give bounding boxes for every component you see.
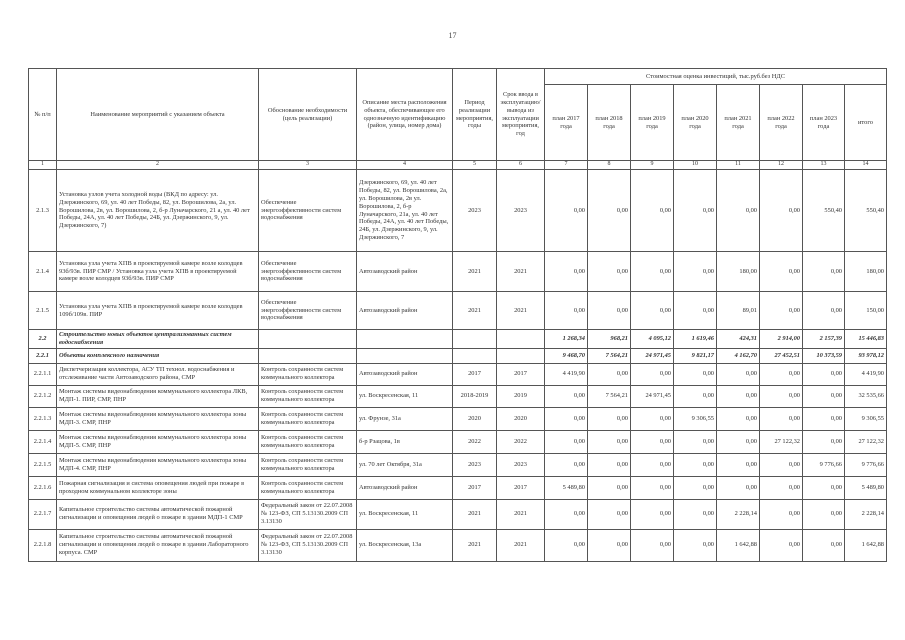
table-row	[29, 363, 887, 385]
row-name: Капитальное строительство системы автоматической пожарной сигнализации и оповещения людей о пожаре в здании МДП-1 СМР	[57, 499, 259, 529]
column-number: 2	[57, 161, 259, 170]
row-value: 0,00	[545, 430, 588, 453]
column-number: 1	[29, 161, 57, 170]
row-period: 2021	[453, 529, 497, 561]
row-period: 2023	[453, 170, 497, 252]
row-value: 24 971,45	[631, 348, 674, 363]
row-name: Установка узла учета ХПВ в проектируемой камере возле колодцев 93б/93в. ПИР СМР / Установка узла учета ХПВ в проектируемой камере возле колодцев 93б/93в. ПИР СМР	[57, 252, 259, 292]
row-value: 0,00	[674, 363, 717, 385]
row-value: 0,00	[545, 407, 588, 430]
row-value: 4 419,90	[845, 363, 887, 385]
row-period: 2021	[453, 292, 497, 330]
header-cost-group: Стоимостная оценка инвестиций, тыс.руб.без НДС	[545, 69, 887, 85]
row-value: 0,00	[674, 529, 717, 561]
row-justification: Обеспечение энергоэффективности систем водоснабжения	[259, 170, 357, 252]
row-name: Пожарная сигнализация и система оповещения людей при пожаре в проходном коммунальном коллекторе зоны	[57, 476, 259, 499]
row-value: 5 489,80	[845, 476, 887, 499]
row-value: 0,00	[717, 430, 760, 453]
row-justification: Федеральный закон от 22.07.2008 № 123-ФЗ, СП 5.13130.2009 СП 3.13130	[259, 499, 357, 529]
row-justification: Обеспечение энергоэффективности систем водоснабжения	[259, 292, 357, 330]
row-value: 9 776,66	[845, 453, 887, 476]
row-value: 4 095,12	[631, 330, 674, 349]
table-row	[29, 453, 887, 476]
table-row	[29, 385, 887, 407]
row-value: 27 122,32	[845, 430, 887, 453]
row-number: 2.1.3	[29, 170, 57, 252]
row-justification	[259, 348, 357, 363]
row-value: 0,00	[545, 499, 588, 529]
row-value: 10 373,59	[803, 348, 845, 363]
row-value: 424,31	[717, 330, 760, 349]
row-commission: 2023	[497, 453, 545, 476]
row-value: 180,00	[845, 252, 887, 292]
row-name: Установка узлов учета холодной воды (ВКД по адресу: ул. Дзержинского, 69, ул. 40 лет Победы, 82, ул. Ворошилова, 2а, ул. Ворошилова, 2в, ул. Ворошилова, 2, б-р Луначарского, 21 а, ул. 40 лет Победы, 24А, ул. 40 лет Победы, 24Б, ул. Дзержинского, 9, ул. Дзержинского, 7)	[57, 170, 259, 252]
row-value: 0,00	[588, 453, 631, 476]
row-value: 0,00	[588, 407, 631, 430]
row-value: 0,00	[588, 430, 631, 453]
row-commission: 2021	[497, 292, 545, 330]
header-name: Наименование мероприятий с указанием объекта	[57, 69, 259, 161]
header-year: план 2017 года	[545, 85, 588, 161]
column-number: 14	[845, 161, 887, 170]
row-justification: Контроль сохранности систем коммунального коллектора	[259, 363, 357, 385]
row-value: 0,00	[717, 170, 760, 252]
row-value: 0,00	[674, 385, 717, 407]
header-num: № п/п	[29, 69, 57, 161]
row-value: 9 468,70	[545, 348, 588, 363]
row-justification: Контроль сохранности систем коммунального коллектора	[259, 453, 357, 476]
row-period	[453, 348, 497, 363]
row-value: 0,00	[545, 529, 588, 561]
row-commission: 2021	[497, 529, 545, 561]
row-commission: 2021	[497, 499, 545, 529]
row-value: 0,00	[760, 453, 803, 476]
row-commission: 2019	[497, 385, 545, 407]
row-value: 0,00	[631, 453, 674, 476]
row-value: 0,00	[674, 499, 717, 529]
row-location: ул. Воскресенская, 11	[357, 499, 453, 529]
row-value: 7 564,21	[588, 385, 631, 407]
row-value: 2 228,14	[717, 499, 760, 529]
investment-table	[28, 68, 887, 562]
row-justification: Контроль сохранности систем коммунального коллектора	[259, 476, 357, 499]
row-commission: 2017	[497, 363, 545, 385]
header-year: план 2019 года	[631, 85, 674, 161]
row-location	[357, 330, 453, 349]
row-value: 0,00	[760, 292, 803, 330]
row-value: 0,00	[588, 476, 631, 499]
column-number: 8	[588, 161, 631, 170]
row-location: ул. 70 лет Октября, 31а	[357, 453, 453, 476]
table-row	[29, 499, 887, 529]
row-number: 2.2.1.3	[29, 407, 57, 430]
row-value: 27 122,32	[760, 430, 803, 453]
row-location: Дзержинского, 69, ул. 40 лет Победы, 82, ул. Ворошилова, 2а, ул. Ворошилова, 2в ул. Ворошилова, 2, б-р Луначарского, 21а, ул. 40 лет Победы, 24А, ул. 40 лет Победы, 24Б, ул. Дзержинского, 9, ул. Дзержинского, 7	[357, 170, 453, 252]
row-value: 0,00	[588, 529, 631, 561]
row-value: 0,00	[760, 407, 803, 430]
table-row	[29, 292, 887, 330]
row-value: 0,00	[717, 453, 760, 476]
row-value: 9 821,17	[674, 348, 717, 363]
header-year: план 2018 года	[588, 85, 631, 161]
row-value: 0,00	[631, 529, 674, 561]
header-period: Период реализации мероприятия, годы	[453, 69, 497, 161]
row-number: 2.2	[29, 330, 57, 349]
column-number: 11	[717, 161, 760, 170]
row-number: 2.1.5	[29, 292, 57, 330]
row-location: Автозаводский район	[357, 476, 453, 499]
row-period: 2018-2019	[453, 385, 497, 407]
column-number: 5	[453, 161, 497, 170]
row-value: 9 776,66	[803, 453, 845, 476]
row-value: 0,00	[588, 499, 631, 529]
column-number: 6	[497, 161, 545, 170]
row-location: Автозаводский район	[357, 252, 453, 292]
row-value: 0,00	[803, 499, 845, 529]
row-value: 2 228,14	[845, 499, 887, 529]
row-commission	[497, 348, 545, 363]
header-year: план 2022 года	[760, 85, 803, 161]
row-justification: Федеральный закон от 22.07.2008 № 123-ФЗ, СП 5.13130.2009 СП 3.13130	[259, 529, 357, 561]
row-value: 0,00	[803, 292, 845, 330]
row-number: 2.2.1.1	[29, 363, 57, 385]
row-name: Установка узла учета ХПВ в проектируемой камере возле колодцев 109б/109в. ПИР	[57, 292, 259, 330]
row-period: 2017	[453, 476, 497, 499]
row-value: 0,00	[717, 385, 760, 407]
header-location: Описание места расположения объекта, обеспечивающее его однозначную идентификацию (район, улица, номер дома)	[357, 69, 453, 161]
row-value: 0,00	[717, 476, 760, 499]
row-number: 2.2.1.4	[29, 430, 57, 453]
row-value: 0,00	[760, 529, 803, 561]
row-value: 93 978,12	[845, 348, 887, 363]
row-number: 2.2.1	[29, 348, 57, 363]
row-commission: 2021	[497, 252, 545, 292]
row-value: 4 162,70	[717, 348, 760, 363]
row-period: 2022	[453, 430, 497, 453]
row-name: Капитальное строительство системы автоматической пожарной сигнализации и оповещения людей о пожаре в здании Лабораторного корпуса. СМР	[57, 529, 259, 561]
column-number: 4	[357, 161, 453, 170]
row-value: 0,00	[717, 363, 760, 385]
row-period	[453, 330, 497, 349]
row-value: 0,00	[803, 385, 845, 407]
header-year: план 2021 года	[717, 85, 760, 161]
row-value: 0,00	[631, 363, 674, 385]
row-period: 2021	[453, 499, 497, 529]
row-value: 0,00	[631, 252, 674, 292]
row-value: 0,00	[717, 407, 760, 430]
row-justification: Контроль сохранности систем коммунального коллектора	[259, 430, 357, 453]
row-value: 0,00	[588, 170, 631, 252]
row-justification	[259, 330, 357, 349]
row-value: 1 642,88	[845, 529, 887, 561]
row-value: 0,00	[631, 430, 674, 453]
row-value: 1 268,34	[545, 330, 588, 349]
row-value: 0,00	[631, 499, 674, 529]
column-number: 7	[545, 161, 588, 170]
row-name: Объекты комплексного назначения	[57, 348, 259, 363]
table-row	[29, 529, 887, 561]
page-number: 17	[448, 31, 457, 40]
table-row	[29, 170, 887, 252]
row-value: 0,00	[631, 476, 674, 499]
row-value: 27 452,51	[760, 348, 803, 363]
row-value: 0,00	[760, 170, 803, 252]
row-value: 9 306,55	[674, 407, 717, 430]
row-value: 9 306,55	[845, 407, 887, 430]
row-value: 0,00	[674, 476, 717, 499]
column-number: 12	[760, 161, 803, 170]
row-location: ул. Воскресенская, 13а	[357, 529, 453, 561]
row-value: 24 971,45	[631, 385, 674, 407]
row-justification: Контроль сохранности систем коммунального коллектора	[259, 385, 357, 407]
row-value: 0,00	[631, 170, 674, 252]
table-row	[29, 330, 887, 349]
table-row	[29, 252, 887, 292]
row-value: 0,00	[674, 252, 717, 292]
row-value: 0,00	[803, 363, 845, 385]
row-value: 32 535,66	[845, 385, 887, 407]
row-location: ул. Фрунзе, 31а	[357, 407, 453, 430]
row-period: 2017	[453, 363, 497, 385]
row-value: 0,00	[674, 453, 717, 476]
row-value: 0,00	[803, 252, 845, 292]
row-value: 2 914,00	[760, 330, 803, 349]
row-value: 550,40	[803, 170, 845, 252]
table-row	[29, 476, 887, 499]
row-value: 180,00	[717, 252, 760, 292]
row-value: 15 446,83	[845, 330, 887, 349]
row-location: ул. Воскресенская, 11	[357, 385, 453, 407]
row-name: Монтаж системы видеонаблюдения коммунального коллектора зоны МДП-5. СМР, ПНР	[57, 430, 259, 453]
column-number: 9	[631, 161, 674, 170]
row-period: 2021	[453, 252, 497, 292]
header-year: итого	[845, 85, 887, 161]
column-number: 13	[803, 161, 845, 170]
row-number: 2.2.1.6	[29, 476, 57, 499]
row-value: 0,00	[803, 430, 845, 453]
row-name: Монтаж системы видеонаблюдения коммунального коллектора ЛКВ, МДП-1. ПИР, СМР, ПНР	[57, 385, 259, 407]
row-justification: Контроль сохранности систем коммунального коллектора	[259, 407, 357, 430]
row-name: Монтаж системы видеонаблюдения коммунального коллектора зоны МДП-3. СМР, ПНР	[57, 407, 259, 430]
row-value: 5 489,80	[545, 476, 588, 499]
row-period: 2020	[453, 407, 497, 430]
column-number: 10	[674, 161, 717, 170]
row-value: 0,00	[545, 385, 588, 407]
header-justification: Обоснование необходимости (цель реализации)	[259, 69, 357, 161]
row-value: 0,00	[588, 363, 631, 385]
row-value: 0,00	[674, 430, 717, 453]
row-location: Автозаводский район	[357, 363, 453, 385]
row-value: 0,00	[760, 385, 803, 407]
row-justification: Обеспечение энергоэффективности систем водоснабжения	[259, 252, 357, 292]
row-location	[357, 348, 453, 363]
row-commission: 2020	[497, 407, 545, 430]
row-name: Диспетчеризация коллектора, АСУ ТП технол. водоснабжения и отслеживание части Автозаводского района, СМР	[57, 363, 259, 385]
row-value: 0,00	[803, 476, 845, 499]
row-value: 0,00	[760, 476, 803, 499]
row-value: 2 157,39	[803, 330, 845, 349]
row-value: 0,00	[545, 453, 588, 476]
row-commission: 2017	[497, 476, 545, 499]
row-number: 2.2.1.5	[29, 453, 57, 476]
row-value: 1 619,46	[674, 330, 717, 349]
row-value: 0,00	[803, 407, 845, 430]
row-value: 968,21	[588, 330, 631, 349]
row-value: 89,01	[717, 292, 760, 330]
row-value: 550,40	[845, 170, 887, 252]
row-value: 0,00	[588, 292, 631, 330]
row-commission	[497, 330, 545, 349]
header-year: план 2023 года	[803, 85, 845, 161]
row-value: 7 564,21	[588, 348, 631, 363]
row-value: 0,00	[760, 252, 803, 292]
row-name: Строительство новых объектов централизованных систем водоснабжения	[57, 330, 259, 349]
column-number: 3	[259, 161, 357, 170]
row-value: 150,00	[845, 292, 887, 330]
header-commission: Срок ввода в эксплуатацию/ вывода из эксплуатации мероприятия, год	[497, 69, 545, 161]
row-value: 0,00	[631, 407, 674, 430]
table-row	[29, 430, 887, 453]
row-number: 2.1.4	[29, 252, 57, 292]
row-value: 1 642,88	[717, 529, 760, 561]
row-commission: 2022	[497, 430, 545, 453]
row-value: 0,00	[760, 499, 803, 529]
row-value: 0,00	[545, 170, 588, 252]
header-year: план 2020 года	[674, 85, 717, 161]
row-value: 0,00	[545, 252, 588, 292]
row-number: 2.2.1.8	[29, 529, 57, 561]
row-location: б-р Рзацова, 1в	[357, 430, 453, 453]
row-value: 0,00	[588, 252, 631, 292]
row-value: 0,00	[803, 529, 845, 561]
table-row	[29, 348, 887, 363]
row-location: Автозаводский район	[357, 292, 453, 330]
row-value: 4 419,90	[545, 363, 588, 385]
row-value: 0,00	[631, 292, 674, 330]
row-number: 2.2.1.7	[29, 499, 57, 529]
row-value: 0,00	[760, 363, 803, 385]
row-period: 2023	[453, 453, 497, 476]
row-number: 2.2.1.2	[29, 385, 57, 407]
row-value: 0,00	[674, 170, 717, 252]
table-row	[29, 407, 887, 430]
row-value: 0,00	[545, 292, 588, 330]
row-commission: 2023	[497, 170, 545, 252]
row-value: 0,00	[674, 292, 717, 330]
row-name: Монтаж системы видеонаблюдения коммунального коллектора зоны МДП-4. СМР, ПНР	[57, 453, 259, 476]
